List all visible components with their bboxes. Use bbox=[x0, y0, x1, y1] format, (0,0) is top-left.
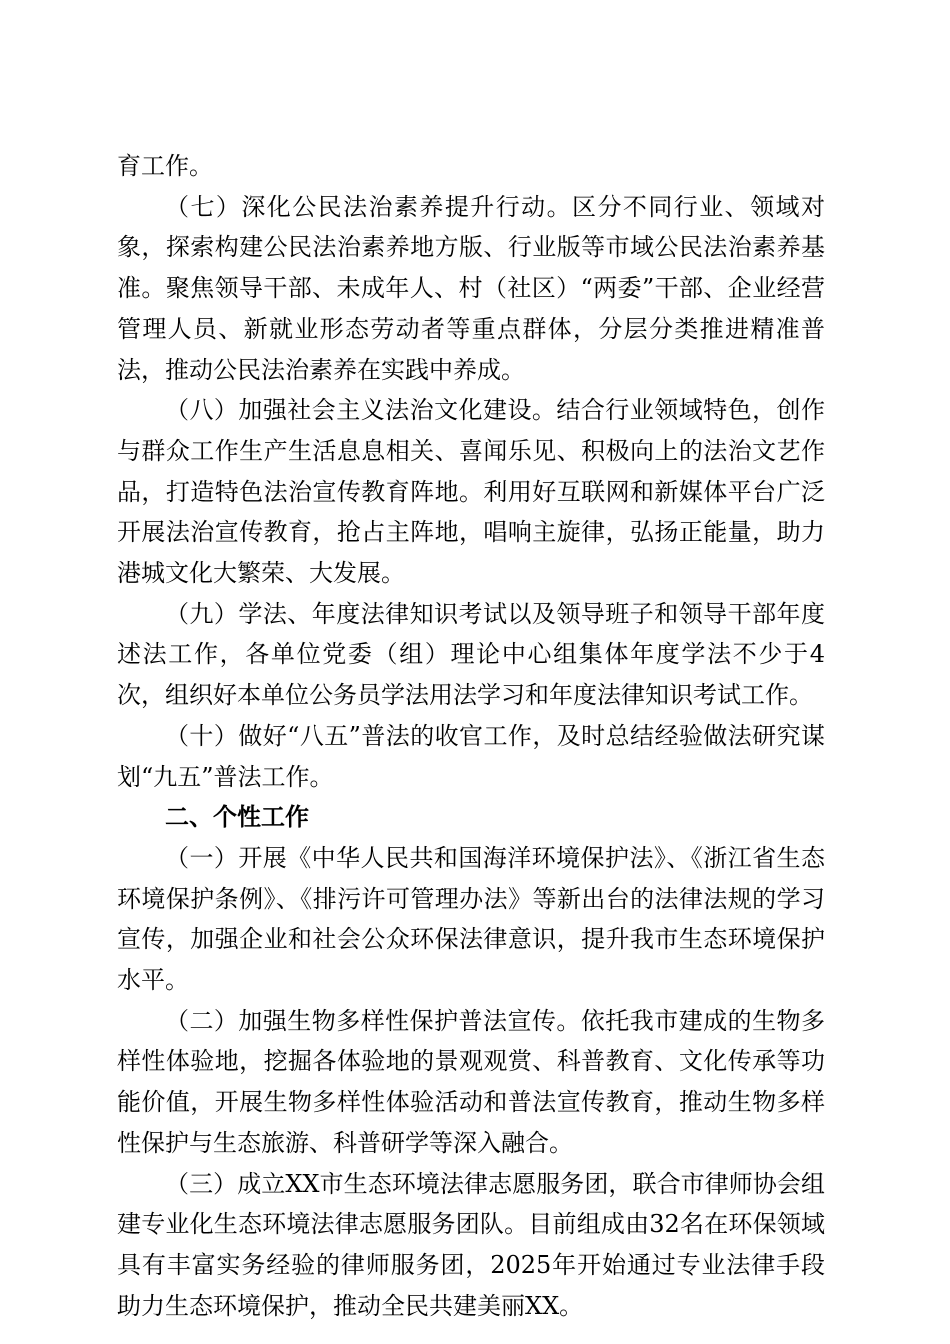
document-page bbox=[117, 146, 825, 1326]
paragraph-section2-item-2: （二）加强生物多样性保护普法宣传。依托我市建成的生物多样性体验地，挖掘各体验地的景观观赏、科普教育、文化传承等功能价值，开展生物多样性体验活动和普法宣传教育，推动生物多样性保护与生态旅游、科普研学等深入融合。 bbox=[117, 1006, 825, 1157]
paragraph-item-8: （八）加强社会主义法治文化建设。结合行业领域特色，创作与群众工作生产生活息息相关、喜闻乐见、积极向上的法治文艺作品，打造特色法治宣传教育阵地。利用好互联网和新媒体平台广泛开展法治宣传教育，抢占主阵地，唱响主旋律，弘扬正能量，助力港城文化大繁荣、大发展。 bbox=[117, 396, 825, 588]
paragraph-item-9: （九）学法、年度法律知识考试以及领导班子和领导干部年度述法工作，各单位党委（组）理论中心组集体年度学法不少于4次，组织好本单位公务员学法用法学习和年度法律知识考试工作。 bbox=[117, 599, 825, 710]
paragraph-section2-item-3: （三）成立XX市生态环境法律志愿服务团，联合市律师协会组建专业化生态环境法律志愿服务团队。目前组成由32名在环保领域具有丰富实务经验的律师服务团，2025年开始通过专业法律手段助力生态环境保护，推动全民共建美丽XX。 bbox=[117, 1169, 825, 1320]
paragraph-item-10: （十）做好“八五”普法的收官工作，及时总结经验做法研究谋划“九五”普法工作。 bbox=[117, 721, 825, 791]
paragraph-section2-item-1: （一）开展《中华人民共和国海洋环境保护法》、《浙江省生态环境保护条例》、《排污许可管理办法》等新出台的法律法规的学习宣传，加强企业和社会公众环保法律意识，提升我市生态环境保护水平。 bbox=[117, 843, 825, 995]
section-heading-2: 二、个性工作 bbox=[165, 803, 309, 832]
paragraph-item-7: （七）深化公民法治素养提升行动。区分不同行业、领域对象，探索构建公民法治素养地方版、行业版等市域公民法治素养基准。聚焦领导干部、未成年人、村（社区）“两委”干部、企业经营管理人员、新就业形态劳动者等重点群体，分层分类推进精准普法，推动公民法治素养在实践中养成。 bbox=[117, 192, 825, 384]
paragraph-continuation: 育工作。 bbox=[117, 152, 213, 180]
